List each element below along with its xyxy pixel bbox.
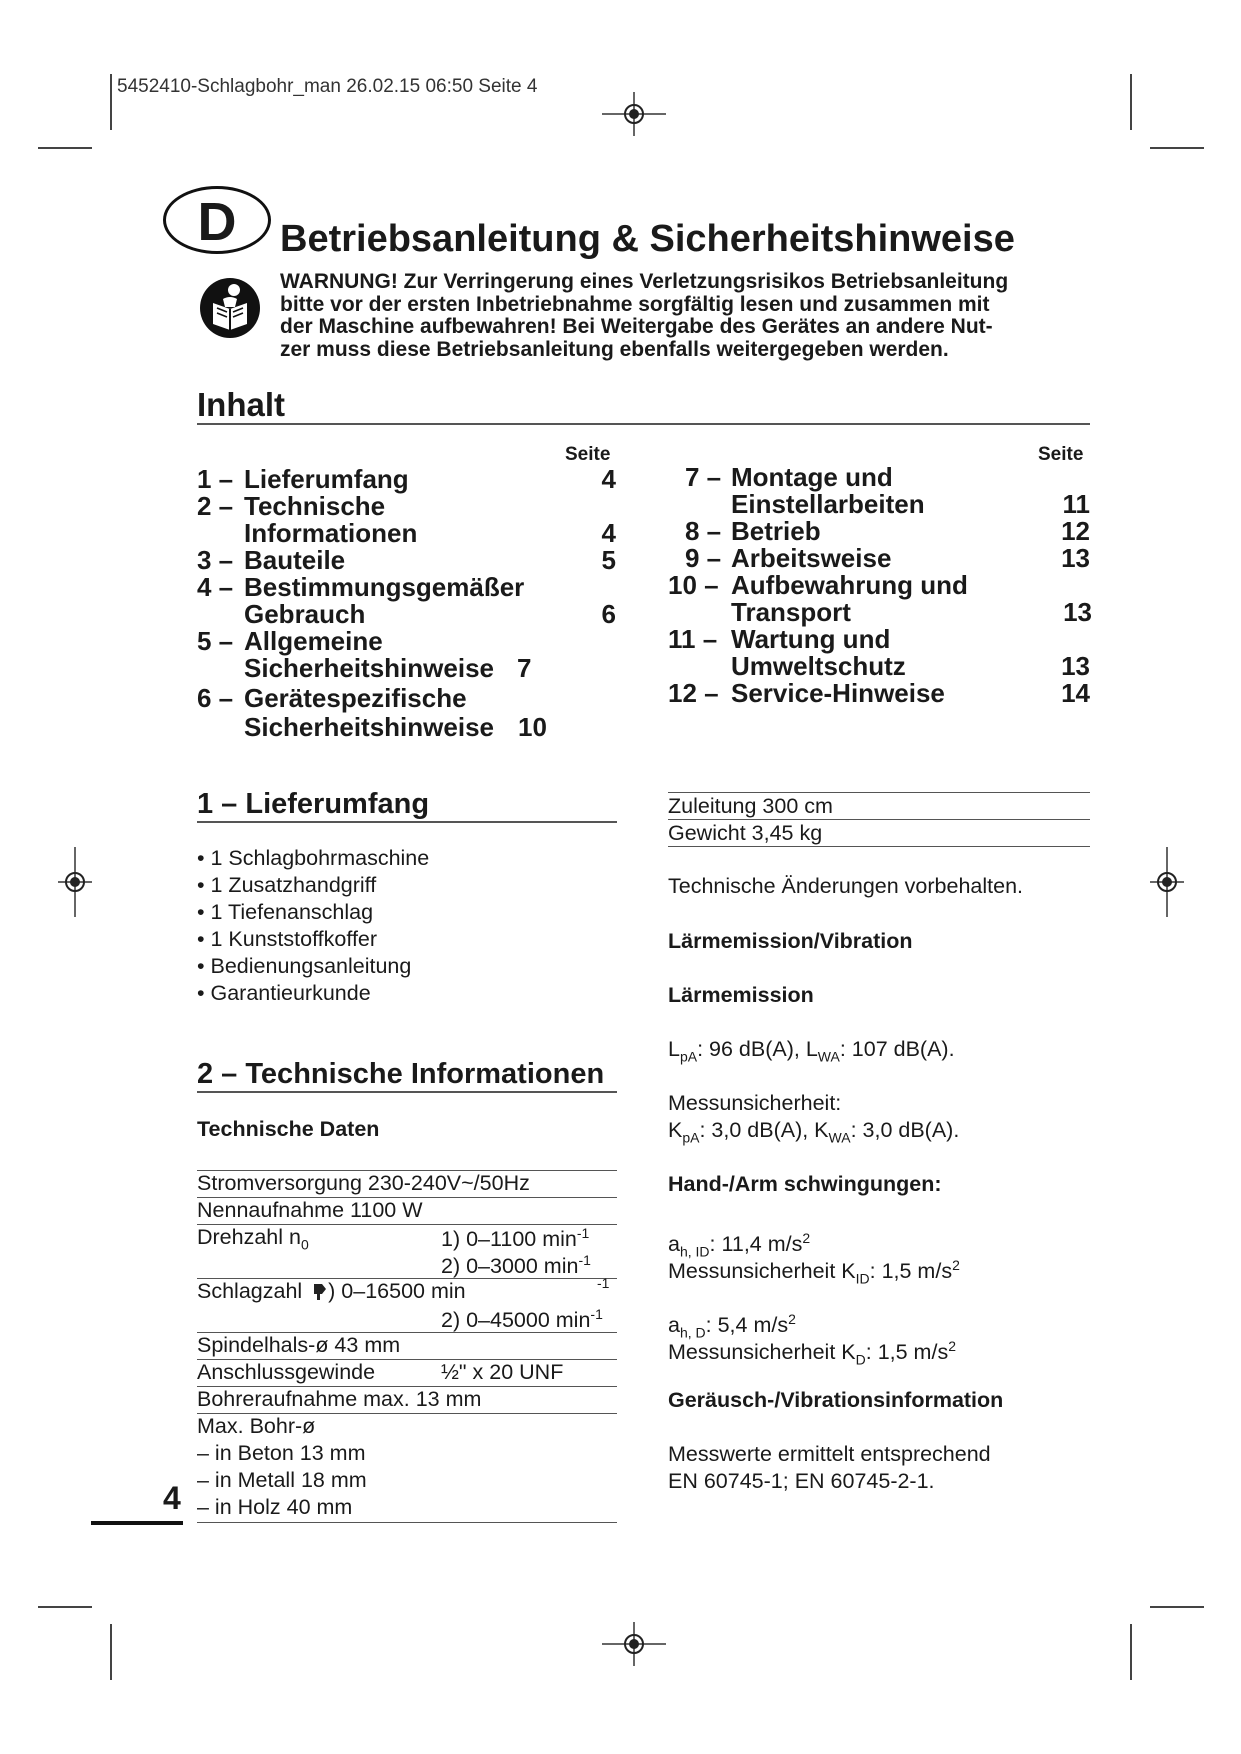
thread-value: ½" x 20 UNF — [441, 1360, 564, 1384]
toc-title: Umweltschutz — [731, 651, 906, 681]
table-rule — [197, 1522, 617, 1523]
crop-mark — [1150, 1606, 1204, 1608]
crop-mark — [1150, 147, 1204, 149]
toc-title: Montage und — [731, 462, 893, 492]
toc-title: Sicherheitshinweise — [244, 653, 494, 683]
toc-page: 7 — [517, 653, 532, 683]
registration-mark-icon — [1150, 847, 1184, 917]
spec-spindle: Spindelhals-ø 43 mm — [197, 1333, 401, 1357]
crop-mark — [38, 1606, 92, 1608]
changes-note: Technische Änderungen vorbehalten. — [668, 874, 1024, 898]
toc-title: Betrieb — [731, 516, 821, 546]
print-slug: 5452410-Schlagbohr_man 26.02.15 06:50 Seite 4 — [117, 76, 538, 97]
list-item: • Garantieurkunde — [197, 981, 371, 1005]
toc-number: 1 – — [197, 464, 234, 494]
noise-vibration-heading: Lärmemission/Vibration — [668, 929, 913, 953]
spec-thread — [197, 1360, 617, 1385]
spec-speed — [197, 1225, 617, 1252]
toc-page: 14 — [1061, 678, 1090, 708]
toc-title: Bauteile — [244, 545, 346, 575]
speed-value-1: 1) 0–1100 $\min^{-1}$ — [441, 1225, 590, 1252]
toc-title: Allgemeine — [244, 626, 383, 656]
warning-line: bitte vor der ersten Inbetriebnahme sorgfältig lesen und zusammen mit — [280, 292, 990, 316]
page-number-rule — [91, 1521, 183, 1525]
list-item: • 1 Zusatzhandgriff — [197, 873, 377, 897]
hand-arm-heading: Hand-/Arm schwingungen: — [668, 1172, 942, 1196]
measured-line-1: Messwerte ermittelt entsprechend — [668, 1442, 991, 1466]
crop-mark — [1130, 74, 1132, 130]
warning-text — [280, 271, 1070, 361]
toc-number: 12 – — [668, 678, 719, 708]
table-rule — [668, 846, 1090, 847]
hammer-mode-icon — [312, 1282, 328, 1300]
warning-line: zer muss diese Betriebsanleitung ebenfalls weitergegeben werden. — [280, 337, 949, 361]
contents-page-label: Seite — [565, 444, 611, 465]
toc-page: 5 — [601, 545, 616, 575]
language-badge: D — [163, 186, 271, 254]
toc-number: 10 – — [668, 570, 719, 600]
list-item: • 1 Kunststoffkoffer — [197, 927, 378, 951]
toc-page: 4 — [601, 518, 616, 548]
toc-title: Transport — [731, 597, 851, 627]
toc-title: Einstellarbeiten — [731, 489, 925, 519]
list-item: • 1 Tiefenanschlag — [197, 900, 374, 924]
toc-title: Bestimmungsgemäßer — [244, 572, 525, 602]
spec-weight: Gewicht 3,45 kg — [668, 821, 823, 845]
info-heading: Geräusch-/Vibrationsinformation — [668, 1388, 1004, 1412]
spec-metal: – in Metall 18 mm — [197, 1468, 367, 1492]
registration-mark-icon — [58, 847, 92, 917]
kpa-kwa-values: $K_{pA}$: 3,0 dB(A), $K_{WA}$: 3,0 dB(A). — [668, 1118, 960, 1146]
spec-cable: Zuleitung 300 cm — [668, 794, 833, 818]
toc-title: Technische — [244, 491, 386, 521]
warning-line: der Maschine aufbewahren! Bei Weitergabe des Gerätes an andere Nut- — [280, 315, 993, 338]
registration-mark-icon — [602, 1622, 666, 1666]
read-manual-icon — [199, 277, 261, 339]
spec-wood: – in Holz 40 mm — [197, 1495, 353, 1519]
toc-title: Wartung und — [731, 624, 891, 654]
speed-sub: 0 — [300, 1236, 309, 1253]
thread-label: Anschlussgewinde — [197, 1360, 376, 1384]
lpa-lwa-values: $L_{pA}$: 96 dB(A), $L_{WA}$: 107 dB(A). — [668, 1037, 955, 1065]
toc-page: 13 — [1061, 543, 1090, 573]
toc-title: Aufbewahrung und — [731, 570, 968, 600]
toc-page: 4 — [601, 464, 616, 494]
spec-power: Stromversorgung 230-240V~/50Hz — [197, 1171, 530, 1195]
toc-number: 7 – — [685, 462, 722, 492]
toc-number: 9 – — [685, 543, 722, 573]
toc-number: 2 – — [197, 491, 234, 521]
toc-title: Informationen — [244, 518, 418, 548]
speed-label: Drehzahl n — [197, 1225, 301, 1249]
toc-number: 11 – — [668, 624, 718, 654]
ah-d-value: $a_{h, D}$: 5,4 $m/s^2$ — [668, 1311, 796, 1341]
toc-title: Sicherheitshinweise — [244, 712, 494, 742]
list-item: • 1 Schlagbohrmaschine — [197, 846, 430, 870]
toc-title: Service-Hinweise — [731, 678, 945, 708]
spec-maxdrill: Max. Bohr-ø — [197, 1414, 316, 1438]
subheading: Technische Daten — [197, 1117, 380, 1141]
divider — [197, 423, 1090, 425]
toc-number: 5 – — [197, 626, 234, 656]
toc-page: 13 — [1061, 651, 1090, 681]
crop-mark — [38, 147, 92, 149]
impact-label: Schlagzahl — [197, 1279, 303, 1303]
spec-impact: Schlagzahl ) 0–16500 min -1 — [197, 1275, 610, 1303]
measured-line-2: EN 60745-1; EN 60745-2-1. — [668, 1469, 935, 1493]
toc-title: Gerätespezifische — [244, 683, 467, 713]
divider — [197, 1091, 617, 1093]
speed-value-2: 2) 0–3000 $\min^{-1}$ — [441, 1252, 591, 1279]
toc-title: Arbeitsweise — [731, 543, 892, 573]
toc-title: Gebrauch — [244, 599, 366, 629]
list-item: • Bedienungsanleitung — [197, 954, 412, 978]
section-heading: 2 – Technische Informationen — [197, 1058, 605, 1090]
toc-number: 8 – — [685, 516, 722, 546]
uncertainty-d-value: Messunsicherheit $K_D$: 1,5 $m/s^2$ — [668, 1338, 956, 1368]
warning-line: WARNUNG! Zur Verringerung eines Verletzungsrisikos Betriebsanleitung — [280, 270, 1009, 293]
spec-concrete: – in Beton 13 mm — [197, 1441, 366, 1465]
impact-value-2: 2) 0–45000 $\min^{-1}$ — [441, 1306, 603, 1333]
toc-number: 4 – — [197, 572, 234, 602]
toc-title: Lieferumfang — [244, 464, 409, 494]
spec-chuck: Bohreraufnahme max. 13 mm — [197, 1387, 482, 1411]
delivery-list — [197, 845, 429, 1007]
toc-page: 10 — [518, 712, 547, 742]
toc-page: 13 — [1063, 597, 1092, 627]
impact-exp: -1 — [597, 1275, 610, 1291]
section-heading: 1 – Lieferumfang — [197, 788, 430, 820]
crop-mark — [1130, 1624, 1132, 1680]
page-number: 4 — [163, 1480, 181, 1516]
page-title: Betriebsanleitung & Sicherheitshinweise — [280, 218, 1015, 260]
spec-input: Nennaufnahme 1100 W — [197, 1198, 423, 1222]
toc-page: 11 — [1062, 489, 1090, 519]
toc-number: 6 – — [197, 683, 234, 713]
contents-heading: Inhalt — [197, 386, 285, 423]
toc-number: 3 – — [197, 545, 234, 575]
registration-mark-icon — [602, 92, 666, 136]
toc-page: 6 — [601, 599, 616, 629]
crop-mark — [110, 1624, 112, 1680]
uncertainty-id-value: Messunsicherheit $K_{ID}$: 1,5 $m/s^2$ — [668, 1257, 960, 1287]
divider — [197, 821, 617, 823]
ah-id-value: $a_{h, ID}$: 11,4 $m/s^2$ — [668, 1230, 811, 1260]
contents-page-label: Seite — [1038, 444, 1084, 465]
noise-heading: Lärmemission — [668, 983, 814, 1007]
toc-page: 12 — [1061, 516, 1090, 546]
crop-mark — [110, 74, 112, 130]
uncertainty-label: Messunsicherheit: — [668, 1091, 842, 1115]
